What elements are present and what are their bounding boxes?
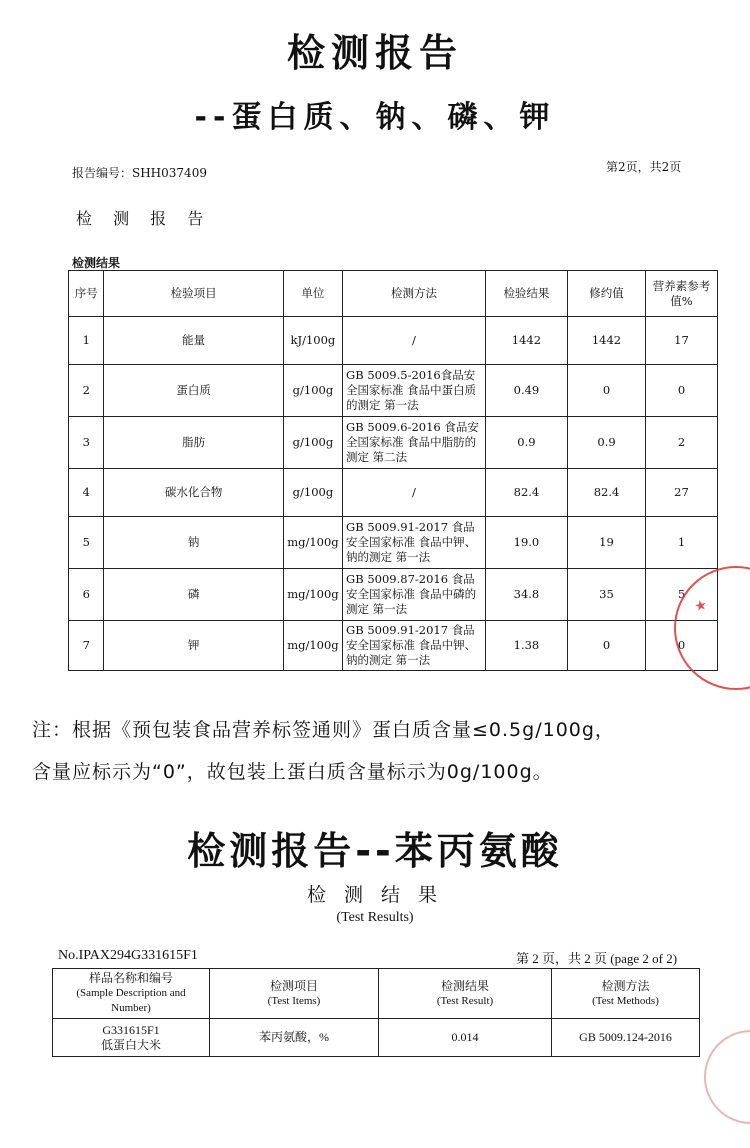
row-nrv: 17 bbox=[646, 317, 718, 365]
row-result: 34.8 bbox=[485, 569, 567, 621]
table-row bbox=[53, 1019, 700, 1057]
results-table bbox=[68, 270, 718, 671]
row-no: 7 bbox=[69, 621, 104, 671]
row-unit: kJ/100g bbox=[283, 317, 342, 365]
col-header-sample bbox=[53, 969, 210, 1019]
header-cn: 检测方法 bbox=[601, 978, 650, 993]
header-en: (Sample Description and Number) bbox=[76, 987, 186, 1014]
sample-name: 低蛋白大米 bbox=[100, 1037, 161, 1052]
row-nrv: 0 bbox=[646, 365, 718, 417]
test-results-en: (Test Results) bbox=[336, 910, 414, 925]
row-nrv: 2 bbox=[646, 417, 718, 469]
header-cn: 样品名称和编号 bbox=[88, 971, 173, 985]
note-line-2: 含量应标示为“0”，故包装上蛋白质含量标示为0g/100g。 bbox=[32, 761, 553, 783]
col-header-rounded: 修约值 bbox=[567, 271, 645, 317]
result-cell: 0.014 bbox=[379, 1019, 552, 1057]
row-method: GB 5009.6-2016 食品安全国家标准 食品中脂肪的测定 第二法 bbox=[343, 417, 486, 469]
table-row bbox=[69, 569, 718, 621]
row-no: 4 bbox=[69, 469, 104, 517]
header-en: (Test Result) bbox=[436, 994, 494, 1007]
row-nrv: 27 bbox=[646, 469, 718, 517]
item-cell: 苯丙氨酸，% bbox=[210, 1019, 379, 1057]
col-header-item bbox=[210, 969, 379, 1019]
main-title: 检测报告 bbox=[286, 31, 463, 75]
phenylalanine-table bbox=[52, 968, 700, 1057]
report-heading: 检 测 报 告 bbox=[76, 209, 212, 228]
row-method: / bbox=[343, 469, 486, 517]
faded-stamp bbox=[704, 1030, 750, 1124]
report-number: 报告编号：SHH037409 bbox=[72, 166, 207, 180]
row-result: 82.4 bbox=[485, 469, 567, 517]
row-rounded: 0.9 bbox=[567, 417, 645, 469]
table-row bbox=[69, 317, 718, 365]
row-no: 6 bbox=[69, 569, 104, 621]
header-cn: 检测结果 bbox=[440, 978, 489, 993]
row-method: GB 5009.5-2016食品安全国家标准 食品中蛋白质的测定 第一法 bbox=[343, 365, 486, 417]
header-en: (Test Methods) bbox=[592, 994, 659, 1007]
table-row bbox=[69, 621, 718, 671]
col-header-no: 序号 bbox=[69, 271, 104, 317]
row-item: 钾 bbox=[104, 621, 283, 671]
row-item: 脂肪 bbox=[104, 417, 283, 469]
row-result: 0.49 bbox=[485, 365, 567, 417]
results-label: 检测结果 bbox=[72, 256, 121, 270]
header-cn: 检测项目 bbox=[269, 978, 318, 993]
row-nrv: 0 bbox=[646, 621, 718, 671]
row-item: 磷 bbox=[104, 569, 283, 621]
sample-cell bbox=[53, 1019, 210, 1057]
table-header-row bbox=[69, 271, 718, 317]
row-method: GB 5009.87-2016 食品安全国家标准 食品中磷的测定 第一法 bbox=[343, 569, 486, 621]
table-row bbox=[69, 469, 718, 517]
row-nrv: 1 bbox=[646, 517, 718, 569]
row-method: / bbox=[343, 317, 486, 365]
row-unit: mg/100g bbox=[283, 621, 342, 671]
stamp-star-icon: ★ bbox=[690, 596, 711, 616]
second-title: 检测报告--苯丙氨酸 bbox=[187, 829, 563, 873]
sample-code: G331615F1 bbox=[102, 1022, 160, 1037]
header-en: (Test Items) bbox=[267, 994, 321, 1007]
row-item: 碳水化合物 bbox=[104, 469, 283, 517]
row-nrv: 5 bbox=[646, 569, 718, 621]
row-result: 0.9 bbox=[485, 417, 567, 469]
row-result: 1442 bbox=[485, 317, 567, 365]
row-no: 1 bbox=[69, 317, 104, 365]
col-header-nrv: 营养素参考值% bbox=[646, 271, 718, 317]
main-subtitle: --蛋白质、钠、磷、钾 bbox=[194, 100, 556, 135]
row-item: 能量 bbox=[104, 317, 283, 365]
note-line-1: 注：根据《预包装食品营养标签通则》蛋白质含量≤0.5g/100g， bbox=[32, 719, 615, 741]
row-unit: mg/100g bbox=[283, 517, 342, 569]
page2-info: 第 2 页，共 2 页 (page 2 of 2) bbox=[516, 951, 678, 966]
row-rounded: 35 bbox=[567, 569, 645, 621]
table-row bbox=[69, 517, 718, 569]
row-result: 1.38 bbox=[485, 621, 567, 671]
row-rounded: 0 bbox=[567, 621, 645, 671]
row-unit: g/100g bbox=[283, 469, 342, 517]
row-rounded: 1442 bbox=[567, 317, 645, 365]
table-row bbox=[69, 417, 718, 469]
row-unit: g/100g bbox=[283, 365, 342, 417]
report2-number: No.IPAX294G331615F1 bbox=[58, 948, 198, 963]
row-unit: mg/100g bbox=[283, 569, 342, 621]
col-header-item: 检验项目 bbox=[104, 271, 283, 317]
table-row bbox=[69, 365, 718, 417]
row-rounded: 0 bbox=[567, 365, 645, 417]
row-rounded: 19 bbox=[567, 517, 645, 569]
row-unit: g/100g bbox=[283, 417, 342, 469]
table2-header-row bbox=[53, 969, 700, 1019]
row-no: 2 bbox=[69, 365, 104, 417]
row-rounded: 82.4 bbox=[567, 469, 645, 517]
method-cell: GB 5009.124-2016 bbox=[552, 1019, 700, 1057]
row-item: 钠 bbox=[104, 517, 283, 569]
row-method: GB 5009.91-2017 食品安全国家标准 食品中钾、钠的测定 第一法 bbox=[343, 621, 486, 671]
col-header-result bbox=[379, 969, 552, 1019]
row-item: 蛋白质 bbox=[104, 365, 283, 417]
test-results-cn: 检 测 结 果 bbox=[306, 884, 444, 906]
row-no: 5 bbox=[69, 517, 104, 569]
row-result: 19.0 bbox=[485, 517, 567, 569]
col-header-unit: 单位 bbox=[283, 271, 342, 317]
page-info: 第2页，共2页 bbox=[606, 160, 682, 174]
row-method: GB 5009.91-2017 食品安全国家标准 食品中钾、钠的测定 第一法 bbox=[343, 517, 486, 569]
col-header-method: 检测方法 bbox=[343, 271, 486, 317]
col-header-result: 检验结果 bbox=[485, 271, 567, 317]
col-header-method bbox=[552, 969, 700, 1019]
row-no: 3 bbox=[69, 417, 104, 469]
